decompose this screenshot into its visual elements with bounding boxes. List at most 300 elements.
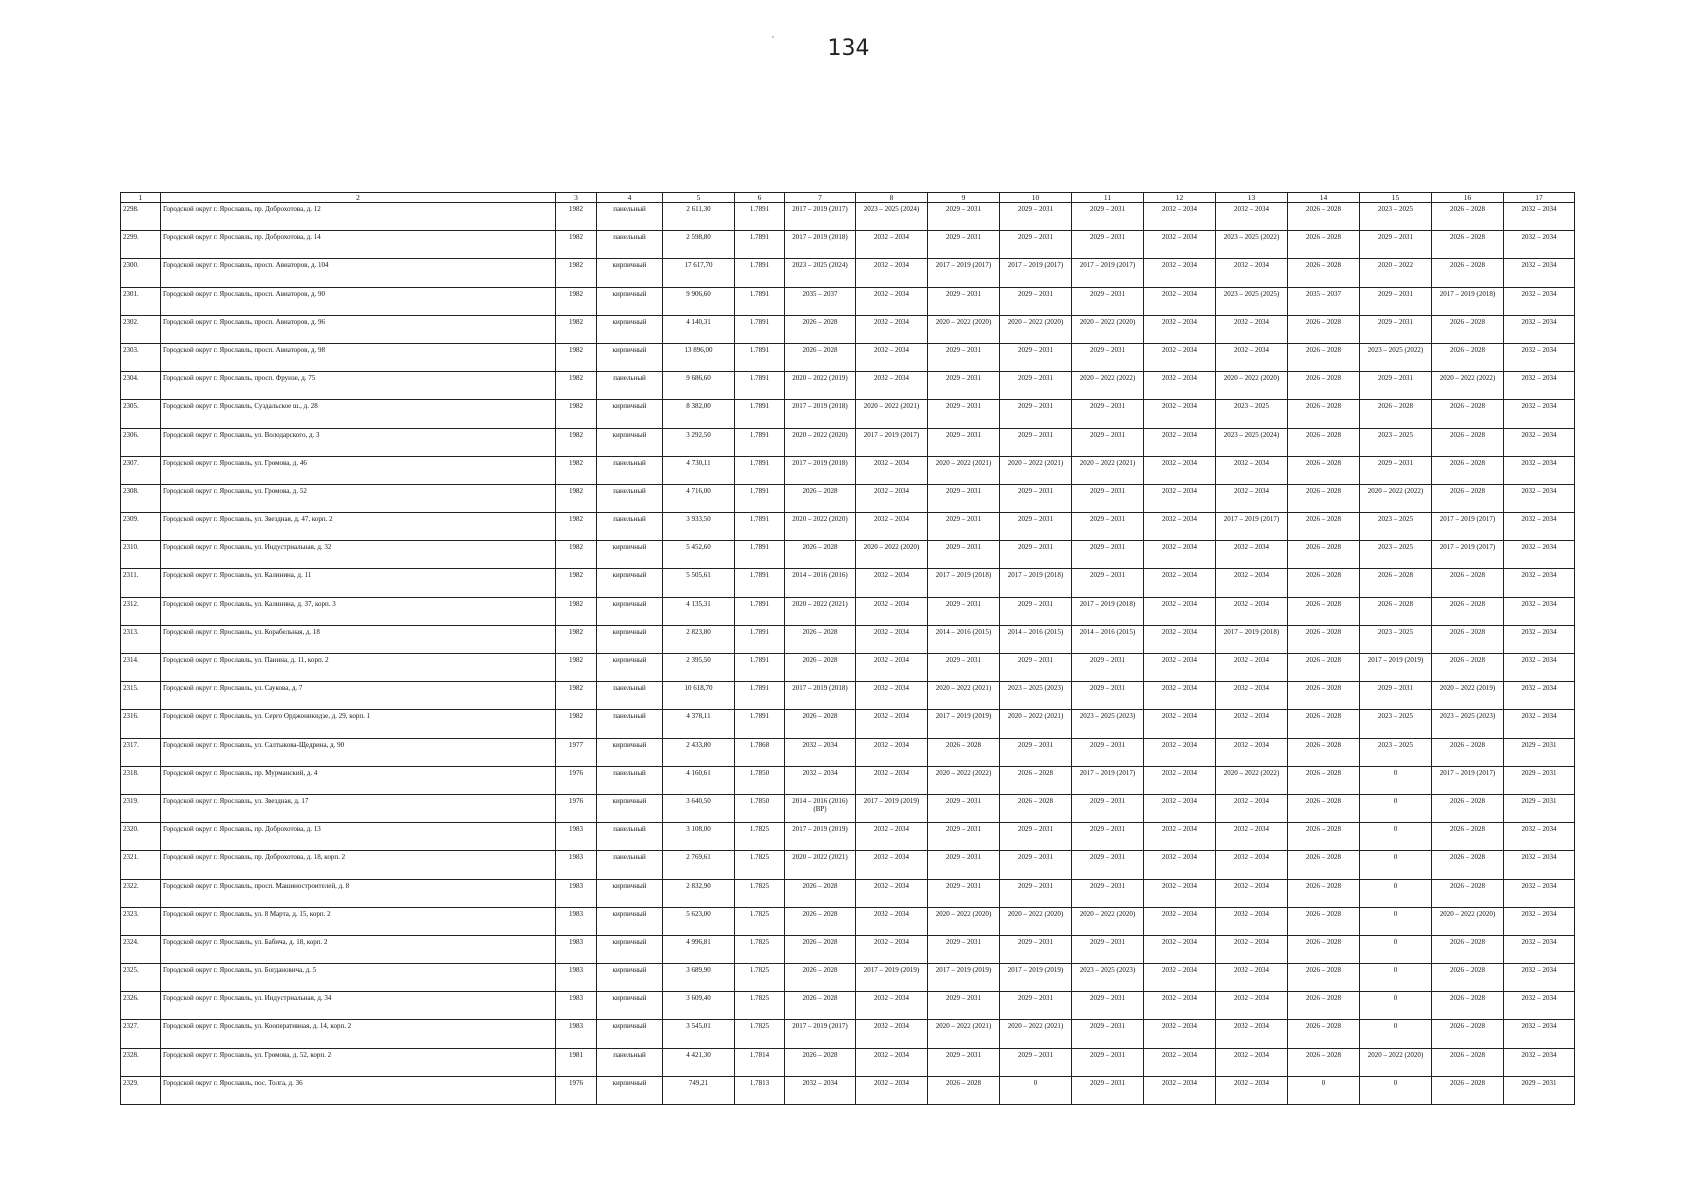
column-header-14: 14 bbox=[1288, 193, 1360, 203]
column-header-9: 9 bbox=[928, 193, 1000, 203]
table-cell: 2032 – 2034 bbox=[1144, 456, 1216, 484]
table-cell: 1.7891 bbox=[735, 456, 785, 484]
table-cell: 2029 – 2031 bbox=[1360, 315, 1432, 343]
table-cell: 2029 – 2031 bbox=[1360, 456, 1432, 484]
table-cell: 2026 – 2028 bbox=[1432, 935, 1504, 963]
table-cell: 2020 – 2022 (2020) bbox=[1360, 1048, 1432, 1076]
table-cell: 2029 – 2031 bbox=[928, 541, 1000, 569]
table-cell: 2 832,90 bbox=[663, 879, 735, 907]
table-row bbox=[121, 372, 1575, 400]
table-cell: панельный bbox=[597, 372, 663, 400]
table-cell: 2029 – 2031 bbox=[928, 654, 1000, 682]
table-cell: 2017 – 2019 (2019) bbox=[1000, 964, 1072, 992]
table-cell: 2032 – 2034 bbox=[1216, 541, 1288, 569]
table-cell: 1982 bbox=[556, 654, 597, 682]
table-cell: 2020 – 2022 (2021) bbox=[856, 400, 928, 428]
table-cell: 1.7891 bbox=[735, 343, 785, 371]
table-cell: 2020 – 2022 (2021) bbox=[1072, 456, 1144, 484]
table-cell: 1983 bbox=[556, 1020, 597, 1048]
table-cell: 2029 – 2031 bbox=[1000, 343, 1072, 371]
table-cell: 2026 – 2028 bbox=[1432, 879, 1504, 907]
table-cell: 2026 – 2028 bbox=[1432, 203, 1504, 231]
table-cell: 2032 – 2034 bbox=[1216, 935, 1288, 963]
table-cell: 3 689,90 bbox=[663, 964, 735, 992]
table-cell: 2029 – 2031 bbox=[1072, 654, 1144, 682]
table-cell: 2032 – 2034 bbox=[1216, 738, 1288, 766]
table-cell: 2032 – 2034 bbox=[785, 766, 856, 794]
table-cell: 1982 bbox=[556, 287, 597, 315]
table-cell: 3 640,50 bbox=[663, 794, 735, 822]
table-cell: 1982 bbox=[556, 315, 597, 343]
table-cell: 2017 – 2019 (2019) bbox=[856, 794, 928, 822]
table-cell: 1982 bbox=[556, 484, 597, 512]
table-cell: 2026 – 2028 bbox=[1432, 231, 1504, 259]
table-cell: 1981 bbox=[556, 1048, 597, 1076]
table-cell: 2032 – 2034 bbox=[1144, 372, 1216, 400]
table-cell: 2020 – 2022 (2021) bbox=[1000, 456, 1072, 484]
table-cell: 2020 – 2022 bbox=[1360, 259, 1432, 287]
table-row bbox=[121, 907, 1575, 935]
address-cell: Городской округ г. Ярославль, ул. Громова, д. 52 bbox=[161, 484, 556, 512]
table-cell: 2026 – 2028 bbox=[1288, 203, 1360, 231]
table-cell: 2032 – 2034 bbox=[1504, 1020, 1575, 1048]
table-cell: 2026 – 2028 bbox=[1288, 315, 1360, 343]
table-cell: 1.7825 bbox=[735, 964, 785, 992]
table-cell: 2032 – 2034 bbox=[1144, 992, 1216, 1020]
table-cell: 2020 – 2022 (2021) bbox=[1000, 1020, 1072, 1048]
table-cell: 2026 – 2028 bbox=[1432, 738, 1504, 766]
address-cell: Городской округ г. Ярославль, ул. Бабича, д. 18, корп. 2 bbox=[161, 935, 556, 963]
table-cell: панельный bbox=[597, 231, 663, 259]
table-cell: 1.7891 bbox=[735, 287, 785, 315]
table-cell: 2032 – 2034 bbox=[856, 597, 928, 625]
table-cell: 2032 – 2034 bbox=[1216, 654, 1288, 682]
column-header-7: 7 bbox=[785, 193, 856, 203]
column-header-12: 12 bbox=[1144, 193, 1216, 203]
table-cell: 2017 – 2019 (2019) bbox=[1360, 654, 1432, 682]
table-row bbox=[121, 513, 1575, 541]
row-number: 2303. bbox=[121, 343, 161, 371]
address-cell: Городской округ г. Ярославль, пр. Доброхотова, д. 12 bbox=[161, 203, 556, 231]
table-cell: 2032 – 2034 bbox=[1504, 287, 1575, 315]
table-cell: 2029 – 2031 bbox=[1072, 541, 1144, 569]
table-cell: кирпичный bbox=[597, 428, 663, 456]
column-header-3: 3 bbox=[556, 193, 597, 203]
table-cell: 2014 – 2016 (2015) bbox=[1000, 625, 1072, 653]
table-cell: 2032 – 2034 bbox=[1216, 794, 1288, 822]
table-cell: 2026 – 2028 bbox=[1288, 597, 1360, 625]
table-cell: 2032 – 2034 bbox=[856, 823, 928, 851]
page-mark: , bbox=[772, 30, 774, 39]
row-number: 2318. bbox=[121, 766, 161, 794]
table-cell: 2032 – 2034 bbox=[1504, 428, 1575, 456]
table-cell: 1.7891 bbox=[735, 315, 785, 343]
table-cell: панельный bbox=[597, 823, 663, 851]
row-number: 2313. bbox=[121, 625, 161, 653]
table-cell: 1982 bbox=[556, 259, 597, 287]
column-header-2: 2 bbox=[161, 193, 556, 203]
table-cell: кирпичный bbox=[597, 654, 663, 682]
row-number: 2325. bbox=[121, 964, 161, 992]
table-cell: 2032 – 2034 bbox=[1144, 428, 1216, 456]
table-cell: 2026 – 2028 bbox=[1000, 794, 1072, 822]
table-cell: 1.7825 bbox=[735, 935, 785, 963]
table-cell: 2017 – 2019 (2018) bbox=[1072, 597, 1144, 625]
table-cell: 1982 bbox=[556, 400, 597, 428]
table-cell: 0 bbox=[1360, 1020, 1432, 1048]
table-cell: 1.7868 bbox=[735, 738, 785, 766]
address-cell: Городской округ г. Ярославль, просп. Авиаторов, д. 96 bbox=[161, 315, 556, 343]
table-cell: 2032 – 2034 bbox=[1504, 964, 1575, 992]
table-cell: 3 292,50 bbox=[663, 428, 735, 456]
table-cell: 2029 – 2031 bbox=[1000, 231, 1072, 259]
table-cell: кирпичный bbox=[597, 287, 663, 315]
table-cell: 2032 – 2034 bbox=[1504, 372, 1575, 400]
table-cell: 2032 – 2034 bbox=[1144, 851, 1216, 879]
table-cell: 2026 – 2028 bbox=[785, 484, 856, 512]
table-cell: 2017 – 2019 (2018) bbox=[785, 456, 856, 484]
table-cell: 2026 – 2028 bbox=[785, 907, 856, 935]
table-cell: 2032 – 2034 bbox=[1144, 879, 1216, 907]
table-cell: 2029 – 2031 bbox=[1072, 794, 1144, 822]
table-cell: 4 135,31 bbox=[663, 597, 735, 625]
table-cell: 2032 – 2034 bbox=[1504, 823, 1575, 851]
table-cell: 2032 – 2034 bbox=[1504, 597, 1575, 625]
table-cell: 4 730,11 bbox=[663, 456, 735, 484]
table-cell: 2032 – 2034 bbox=[1144, 569, 1216, 597]
table-cell: 2 611,30 bbox=[663, 203, 735, 231]
table-cell: 2029 – 2031 bbox=[1000, 513, 1072, 541]
table-cell: 2026 – 2028 bbox=[785, 343, 856, 371]
table-cell: 2032 – 2034 bbox=[1144, 1076, 1216, 1104]
table-cell: 2032 – 2034 bbox=[1144, 907, 1216, 935]
table-cell: 1982 bbox=[556, 541, 597, 569]
table-row bbox=[121, 992, 1575, 1020]
table-cell: 1983 bbox=[556, 935, 597, 963]
table-cell: 2032 – 2034 bbox=[1504, 259, 1575, 287]
address-cell: Городской округ г. Ярославль, Суздальское ш., д. 28 bbox=[161, 400, 556, 428]
table-cell: 2032 – 2034 bbox=[1504, 654, 1575, 682]
column-header-4: 4 bbox=[597, 193, 663, 203]
table-row bbox=[121, 935, 1575, 963]
column-number-row bbox=[121, 193, 1575, 203]
table-cell: кирпичный bbox=[597, 343, 663, 371]
table-cell: 2017 – 2019 (2017) bbox=[1072, 259, 1144, 287]
table-row bbox=[121, 428, 1575, 456]
table-cell: 2029 – 2031 bbox=[1000, 654, 1072, 682]
table-row bbox=[121, 766, 1575, 794]
table-row bbox=[121, 541, 1575, 569]
table-row bbox=[121, 964, 1575, 992]
table-cell: 2014 – 2016 (2016) bbox=[785, 569, 856, 597]
table-cell: 2017 – 2019 (2017) bbox=[785, 203, 856, 231]
address-cell: Городской округ г. Ярославль, ул. Панина, д. 11, корп. 2 bbox=[161, 654, 556, 682]
table-cell: 2032 – 2034 bbox=[856, 569, 928, 597]
table-cell: 2032 – 2034 bbox=[1216, 259, 1288, 287]
table-row bbox=[121, 231, 1575, 259]
table-cell: 2023 – 2025 bbox=[1360, 513, 1432, 541]
table-cell: 2026 – 2028 bbox=[1288, 964, 1360, 992]
table-cell: 2029 – 2031 bbox=[1072, 484, 1144, 512]
address-cell: Городской округ г. Ярославль, просп. Авиаторов, д. 98 bbox=[161, 343, 556, 371]
table-cell: 2017 – 2019 (2017) bbox=[785, 1020, 856, 1048]
table-cell: 2017 – 2019 (2017) bbox=[1072, 766, 1144, 794]
table-cell: панельный bbox=[597, 851, 663, 879]
row-number: 2300. bbox=[121, 259, 161, 287]
table-cell: 2026 – 2028 bbox=[1432, 992, 1504, 1020]
table-cell: 2032 – 2034 bbox=[1216, 569, 1288, 597]
table-cell: 2026 – 2028 bbox=[1288, 428, 1360, 456]
table-cell: 2026 – 2028 bbox=[1360, 400, 1432, 428]
table-cell: 2026 – 2028 bbox=[785, 964, 856, 992]
table-cell: 2017 – 2019 (2017) bbox=[1432, 541, 1504, 569]
table-cell: 2029 – 2031 bbox=[1072, 513, 1144, 541]
table-cell: 1982 bbox=[556, 231, 597, 259]
table-cell: 1.7825 bbox=[735, 1020, 785, 1048]
table-cell: 2026 – 2028 bbox=[1288, 992, 1360, 1020]
table-row bbox=[121, 851, 1575, 879]
table-cell: 2029 – 2031 bbox=[1000, 541, 1072, 569]
column-header-11: 11 bbox=[1072, 193, 1144, 203]
table-row bbox=[121, 710, 1575, 738]
table-cell: 2032 – 2034 bbox=[1216, 1048, 1288, 1076]
table-cell: 2020 – 2022 (2020) bbox=[785, 513, 856, 541]
table-cell: 2020 – 2022 (2020) bbox=[928, 907, 1000, 935]
table-cell: 2032 – 2034 bbox=[1504, 625, 1575, 653]
table-cell: 2026 – 2028 bbox=[1288, 569, 1360, 597]
table-cell: 2029 – 2031 bbox=[928, 513, 1000, 541]
table-cell: 2026 – 2028 bbox=[1432, 1020, 1504, 1048]
table-row bbox=[121, 682, 1575, 710]
table-cell: 4 421,30 bbox=[663, 1048, 735, 1076]
table-cell: 2026 – 2028 bbox=[1288, 766, 1360, 794]
table-cell: 2026 – 2028 bbox=[1288, 1020, 1360, 1048]
table-cell: 2029 – 2031 bbox=[1072, 400, 1144, 428]
table-cell: 2020 – 2022 (2022) bbox=[928, 766, 1000, 794]
table-cell: 1.7891 bbox=[735, 597, 785, 625]
table-cell: 2032 – 2034 bbox=[856, 935, 928, 963]
table-cell: 2026 – 2028 bbox=[1432, 964, 1504, 992]
table-cell: кирпичный bbox=[597, 794, 663, 822]
table-cell: 2032 – 2034 bbox=[1144, 203, 1216, 231]
row-number: 2320. bbox=[121, 823, 161, 851]
table-cell: 2032 – 2034 bbox=[1216, 823, 1288, 851]
table-cell: 1.7891 bbox=[735, 654, 785, 682]
table-cell: 2029 – 2031 bbox=[928, 935, 1000, 963]
table-cell: 0 bbox=[1360, 766, 1432, 794]
table-cell: 2020 – 2022 (2021) bbox=[1000, 710, 1072, 738]
table-cell: 2029 – 2031 bbox=[1000, 1048, 1072, 1076]
table-cell: 1983 bbox=[556, 851, 597, 879]
table-cell: панельный bbox=[597, 484, 663, 512]
table-cell: 1983 bbox=[556, 823, 597, 851]
table-cell: 2029 – 2031 bbox=[1000, 287, 1072, 315]
table-cell: 2029 – 2031 bbox=[1072, 738, 1144, 766]
table-cell: 1.7850 bbox=[735, 766, 785, 794]
table-cell: 1982 bbox=[556, 710, 597, 738]
table-cell: 4 140,31 bbox=[663, 315, 735, 343]
table-cell: 1982 bbox=[556, 203, 597, 231]
table-cell: 2029 – 2031 bbox=[1072, 935, 1144, 963]
table-cell: 1982 bbox=[556, 625, 597, 653]
table-cell: 2032 – 2034 bbox=[856, 231, 928, 259]
column-header-5: 5 bbox=[663, 193, 735, 203]
column-header-15: 15 bbox=[1360, 193, 1432, 203]
address-cell: Городской округ г. Ярославль, просп. Машиностроителей, д. 8 bbox=[161, 879, 556, 907]
table-cell: 2017 – 2019 (2017) bbox=[856, 428, 928, 456]
table-cell: 2032 – 2034 bbox=[1504, 851, 1575, 879]
table-cell: 1983 bbox=[556, 907, 597, 935]
table-cell: 2035 – 2037 bbox=[785, 287, 856, 315]
table-cell: 2032 – 2034 bbox=[856, 1076, 928, 1104]
table-cell: 2026 – 2028 bbox=[785, 1048, 856, 1076]
column-header-1: 1 bbox=[121, 193, 161, 203]
table-cell: 2026 – 2028 bbox=[785, 935, 856, 963]
table-row bbox=[121, 343, 1575, 371]
table-row bbox=[121, 315, 1575, 343]
table-cell: 2029 – 2031 bbox=[928, 597, 1000, 625]
table-cell: 2023 – 2025 (2023) bbox=[1072, 964, 1144, 992]
table-cell: 2032 – 2034 bbox=[1144, 794, 1216, 822]
table-cell: 2029 – 2031 bbox=[928, 992, 1000, 1020]
table-cell: 2032 – 2034 bbox=[1216, 484, 1288, 512]
table-cell: 2020 – 2022 (2020) bbox=[928, 315, 1000, 343]
table-cell: 0 bbox=[1360, 907, 1432, 935]
table-cell: 2023 – 2025 (2024) bbox=[785, 259, 856, 287]
table-cell: 4 996,81 bbox=[663, 935, 735, 963]
row-number: 2327. bbox=[121, 1020, 161, 1048]
address-cell: Городской округ г. Ярославль, ул. Володарского, д. 3 bbox=[161, 428, 556, 456]
table-cell: 2029 – 2031 bbox=[1072, 879, 1144, 907]
table-cell: 2026 – 2028 bbox=[1288, 513, 1360, 541]
table-cell: 2023 – 2025 bbox=[1360, 625, 1432, 653]
row-number: 2328. bbox=[121, 1048, 161, 1076]
table-cell: 2026 – 2028 bbox=[1432, 1076, 1504, 1104]
table-cell: 2032 – 2034 bbox=[856, 682, 928, 710]
page-number: 134 bbox=[827, 36, 870, 61]
table-cell: 1.7825 bbox=[735, 992, 785, 1020]
table-cell: 0 bbox=[1000, 1076, 1072, 1104]
table-cell: 2017 – 2019 (2019) bbox=[785, 823, 856, 851]
table-cell: 2032 – 2034 bbox=[1144, 682, 1216, 710]
column-header-6: 6 bbox=[735, 193, 785, 203]
table-cell: 2029 – 2031 bbox=[1000, 428, 1072, 456]
row-number: 2306. bbox=[121, 428, 161, 456]
table-cell: 2017 – 2019 (2017) bbox=[1432, 766, 1504, 794]
table-cell: 2029 – 2031 bbox=[1072, 569, 1144, 597]
table-cell: 2029 – 2031 bbox=[928, 823, 1000, 851]
table-cell: 2032 – 2034 bbox=[1504, 710, 1575, 738]
row-number: 2319. bbox=[121, 794, 161, 822]
table-cell: 2032 – 2034 bbox=[1144, 484, 1216, 512]
table-cell: 2017 – 2019 (2017) bbox=[1000, 259, 1072, 287]
table-cell: 1.7825 bbox=[735, 879, 785, 907]
table-cell: 2032 – 2034 bbox=[1504, 935, 1575, 963]
address-cell: Городской округ г. Ярославль, ул. Индустриальная, д. 32 bbox=[161, 541, 556, 569]
table-cell: 2032 – 2034 bbox=[1216, 456, 1288, 484]
table-cell: 1982 bbox=[556, 456, 597, 484]
table-cell: 2032 – 2034 bbox=[856, 1048, 928, 1076]
table-cell: 2020 – 2022 (2022) bbox=[1216, 766, 1288, 794]
table-cell: 2032 – 2034 bbox=[1144, 964, 1216, 992]
table-cell: 2032 – 2034 bbox=[1504, 1048, 1575, 1076]
table-cell: 0 bbox=[1360, 851, 1432, 879]
table-cell: 2017 – 2019 (2018) bbox=[1216, 625, 1288, 653]
table-cell: 2026 – 2028 bbox=[1360, 597, 1432, 625]
table-cell: 2026 – 2028 bbox=[928, 1076, 1000, 1104]
address-cell: Городской округ г. Ярославль, ул. Калинина, д. 11 bbox=[161, 569, 556, 597]
table-cell: 2017 – 2019 (2019) bbox=[856, 964, 928, 992]
table-cell: 2032 – 2034 bbox=[785, 738, 856, 766]
table-cell: 2029 – 2031 bbox=[1072, 1048, 1144, 1076]
row-number: 2321. bbox=[121, 851, 161, 879]
table-cell: 1.7825 bbox=[735, 823, 785, 851]
table-cell: 2029 – 2031 bbox=[1072, 1076, 1144, 1104]
table-cell: 2026 – 2028 bbox=[1360, 569, 1432, 597]
table-cell: 2029 – 2031 bbox=[928, 400, 1000, 428]
table-cell: 2020 – 2022 (2020) bbox=[1000, 907, 1072, 935]
table-cell: 2029 – 2031 bbox=[1000, 879, 1072, 907]
table-cell: 2023 – 2025 (2023) bbox=[1000, 682, 1072, 710]
table-row bbox=[121, 456, 1575, 484]
table-cell: 1977 bbox=[556, 738, 597, 766]
table-cell: панельный bbox=[597, 1048, 663, 1076]
table-cell: 1.7891 bbox=[735, 625, 785, 653]
table-cell: 2032 – 2034 bbox=[1144, 710, 1216, 738]
table-cell: 2029 – 2031 bbox=[928, 794, 1000, 822]
table-cell: 2032 – 2034 bbox=[1504, 992, 1575, 1020]
table-cell: 2 769,61 bbox=[663, 851, 735, 879]
table-cell: 2029 – 2031 bbox=[1504, 766, 1575, 794]
table-cell: 2032 – 2034 bbox=[856, 372, 928, 400]
table-header bbox=[121, 193, 1575, 203]
table-cell: 2032 – 2034 bbox=[1144, 513, 1216, 541]
row-number: 2326. bbox=[121, 992, 161, 1020]
table-cell: 2029 – 2031 bbox=[1000, 372, 1072, 400]
column-header-17: 17 bbox=[1504, 193, 1575, 203]
table-cell: 0 bbox=[1360, 794, 1432, 822]
address-cell: Городской округ г. Ярославль, пр. Мурманский, д. 4 bbox=[161, 766, 556, 794]
table-cell: 2026 – 2028 bbox=[1432, 654, 1504, 682]
table-cell: 2032 – 2034 bbox=[1144, 654, 1216, 682]
table-cell: кирпичный bbox=[597, 738, 663, 766]
table-cell: 2026 – 2028 bbox=[1432, 569, 1504, 597]
table-cell: 2023 – 2025 (2023) bbox=[1072, 710, 1144, 738]
table-cell: 2026 – 2028 bbox=[1432, 1048, 1504, 1076]
table-cell: 2032 – 2034 bbox=[1504, 484, 1575, 512]
table-cell: 2023 – 2025 bbox=[1360, 428, 1432, 456]
table-cell: 2032 – 2034 bbox=[1144, 1048, 1216, 1076]
table-cell: 2026 – 2028 bbox=[785, 710, 856, 738]
table-cell: 2020 – 2022 (2021) bbox=[928, 682, 1000, 710]
table-cell: 2020 – 2022 (2020) bbox=[856, 541, 928, 569]
table-cell: 1976 bbox=[556, 1076, 597, 1104]
table-cell: 1.7891 bbox=[735, 259, 785, 287]
table-cell: 2014 – 2016 (2016) (ВР) bbox=[785, 794, 856, 822]
table-cell: кирпичный bbox=[597, 259, 663, 287]
table-row bbox=[121, 203, 1575, 231]
table-cell: 2032 – 2034 bbox=[856, 879, 928, 907]
column-header-16: 16 bbox=[1432, 193, 1504, 203]
address-cell: Городской округ г. Ярославль, просп. Авиаторов, д. 104 bbox=[161, 259, 556, 287]
table-cell: 2032 – 2034 bbox=[856, 766, 928, 794]
table-cell: 2 395,50 bbox=[663, 654, 735, 682]
table-cell: 2026 – 2028 bbox=[1432, 343, 1504, 371]
table-cell: 2026 – 2028 bbox=[1432, 794, 1504, 822]
table-cell: 1983 bbox=[556, 964, 597, 992]
table-cell: 2032 – 2034 bbox=[1504, 231, 1575, 259]
table-cell: 2026 – 2028 bbox=[1432, 400, 1504, 428]
